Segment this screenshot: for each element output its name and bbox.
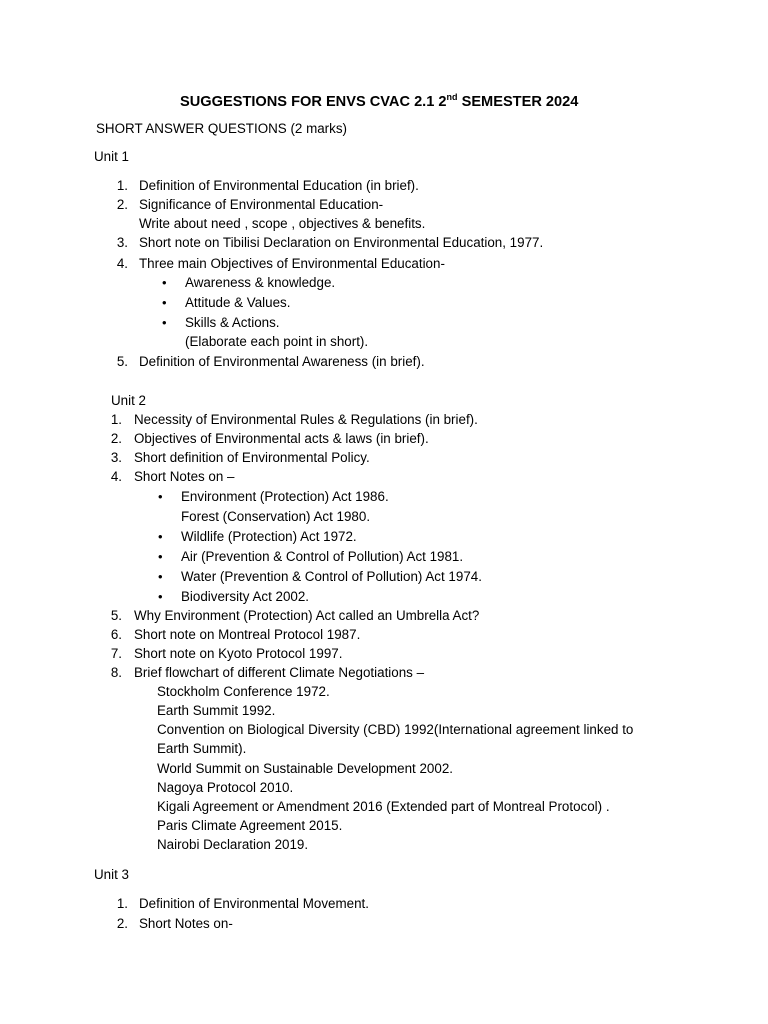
list-item: Definition of Environmental Education (in brief). (139, 178, 419, 193)
sub-item: Nairobi Declaration 2019. (157, 837, 309, 852)
list-item-continuation: Write about need , scope , objectives & benefits. (139, 216, 426, 231)
sub-item: Convention on Biological Diversity (CBD) 1992(International agreement linked to (157, 722, 634, 737)
bullet-item: Biodiversity Act 2002. (181, 589, 310, 604)
list-number: 3. (110, 450, 122, 465)
list-item: Objectives of Environmental acts & laws (in brief). (134, 431, 429, 446)
bullet-item: Awareness & knowledge. (185, 275, 336, 290)
bullet-item-continuation: Forest (Conservation) Act 1980. (181, 509, 371, 524)
list-number: 4. (110, 469, 122, 484)
list-item: Short definition of Environmental Policy. (134, 450, 370, 465)
list-number: 1. (116, 896, 128, 911)
sub-item: Paris Climate Agreement 2015. (157, 818, 343, 833)
unit-2-heading: Unit 2 (111, 393, 146, 408)
list-number: 2. (116, 916, 128, 931)
section-subtitle: SHORT ANSWER QUESTIONS (2 marks) (96, 121, 347, 136)
list-number: 2. (116, 197, 128, 212)
list-number: 8. (110, 665, 122, 680)
list-number: 4. (116, 256, 128, 271)
list-number: 7. (110, 646, 122, 661)
bullet-icon: • (158, 489, 163, 504)
list-item: Short note on Montreal Protocol 1987. (134, 627, 361, 642)
bullet-icon: • (162, 295, 167, 310)
list-item: Definition of Environmental Awareness (in brief). (139, 354, 425, 369)
bullet-item: Water (Prevention & Control of Pollution) Act 1974. (181, 569, 482, 584)
bullet-item: Attitude & Values. (185, 295, 291, 310)
bullet-icon: • (158, 529, 163, 544)
bullet-icon: • (162, 315, 167, 330)
bullet-icon: • (158, 589, 163, 604)
bullet-icon: • (158, 549, 163, 564)
unit-3-heading: Unit 3 (94, 867, 129, 882)
sub-item: Stockholm Conference 1972. (157, 684, 330, 699)
sub-item: Kigali Agreement or Amendment 2016 (Extended part of Montreal Protocol) . (157, 799, 610, 814)
bullet-item: Air (Prevention & Control of Pollution) Act 1981. (181, 549, 464, 564)
bullet-icon: • (158, 569, 163, 584)
bullet-item: Skills & Actions. (185, 315, 280, 330)
list-item: Why Environment (Protection) Act called an Umbrella Act? (134, 608, 480, 623)
bullet-item-continuation: (Elaborate each point in short). (185, 334, 369, 349)
list-number: 1. (116, 178, 128, 193)
list-number: 2. (110, 431, 122, 446)
list-number: 1. (110, 412, 122, 427)
list-item: Short Notes on – (134, 469, 235, 484)
list-item: Three main Objectives of Environmental Education- (139, 256, 445, 271)
list-item: Significance of Environmental Education- (139, 197, 384, 212)
sub-item: Earth Summit 1992. (157, 703, 276, 718)
list-item: Necessity of Environmental Rules & Regulations (in brief). (134, 412, 478, 427)
list-item: Short note on Tibilisi Declaration on Environmental Education, 1977. (139, 235, 544, 250)
list-number: 5. (116, 354, 128, 369)
bullet-icon: • (162, 275, 167, 290)
sub-item: World Summit on Sustainable Development 2002. (157, 761, 453, 776)
list-number: 3. (116, 235, 128, 250)
list-number: 5. (110, 608, 122, 623)
list-item: Definition of Environmental Movement. (139, 896, 369, 911)
list-item: Short note on Kyoto Protocol 1997. (134, 646, 343, 661)
list-item: Brief flowchart of different Climate Negotiations – (134, 665, 425, 680)
list-number: 6. (110, 627, 122, 642)
sub-item: Nagoya Protocol 2010. (157, 780, 294, 795)
sub-item-continuation: Earth Summit). (157, 741, 247, 756)
bullet-item: Wildlife (Protection) Act 1972. (181, 529, 357, 544)
unit-1-heading: Unit 1 (94, 149, 129, 164)
page-title: SUGGESTIONS FOR ENVS CVAC 2.1 2nd SEMESTER 2024 (180, 92, 579, 110)
list-item: Short Notes on- (139, 916, 233, 931)
bullet-item: Environment (Protection) Act 1986. (181, 489, 389, 504)
